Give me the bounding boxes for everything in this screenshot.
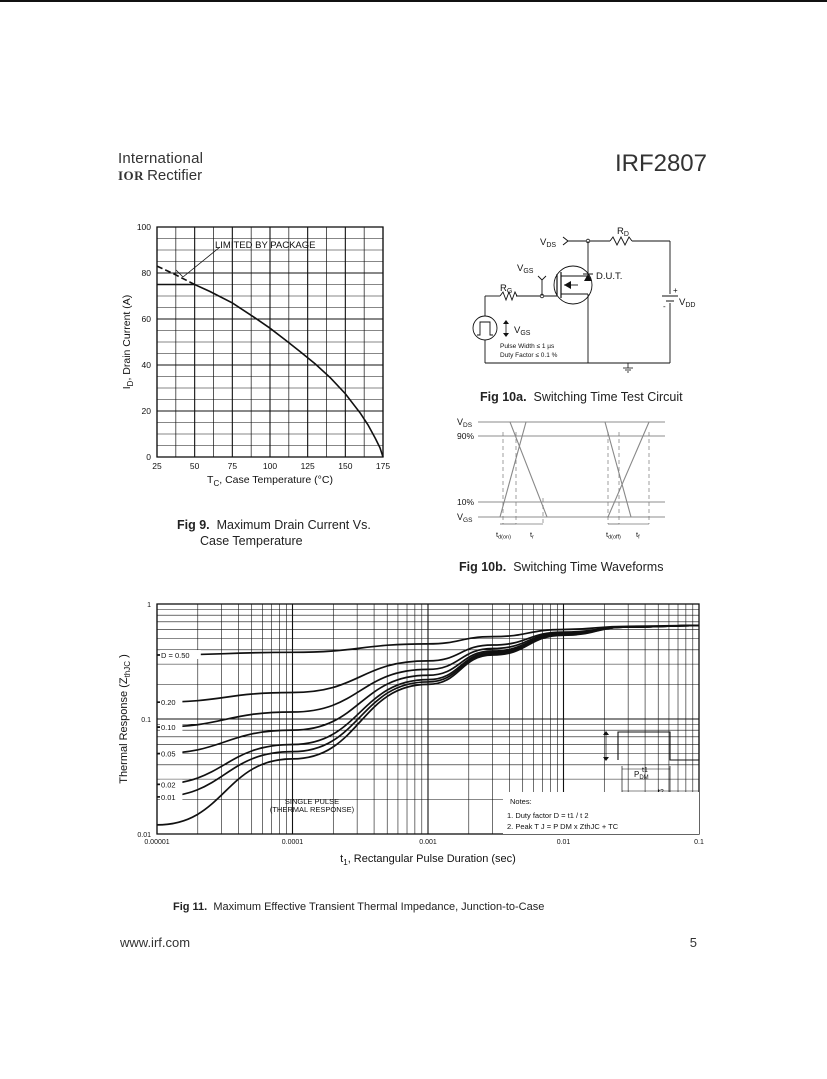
fig9-y-label: $I_D$, Drain Current (A) bbox=[121, 294, 135, 390]
fig10b-vgs-label: $V_{GS}$ bbox=[457, 512, 473, 524]
fig9-x-label: $T_C$, Case Temperature (°C) bbox=[207, 474, 333, 488]
fig10a-rg-resistor bbox=[500, 292, 517, 300]
fig10b-tdoff-label: $t_{d(off)}$ bbox=[606, 530, 621, 541]
fig11-chart bbox=[110, 592, 720, 877]
fig10b-tdon-label: $t_{d(on)}$ bbox=[496, 530, 511, 541]
fig11-x-tick: 0.0001 bbox=[281, 839, 304, 846]
fig9-y-tick: 20 bbox=[141, 406, 151, 416]
fig10b-tr-label: $t_r$ bbox=[530, 530, 534, 541]
fig11-y-tick: 0.1 bbox=[141, 717, 151, 724]
fig9-x-tick: 150 bbox=[338, 461, 353, 471]
fig11-t1-label: t1 bbox=[642, 767, 648, 774]
fig10a-vdd-label: $V_{DD}$ bbox=[679, 297, 696, 309]
fig11-curve-label: 0.02 bbox=[161, 780, 176, 790]
fig10b-waveforms bbox=[450, 412, 680, 552]
fig11-curve-label: 0.10 bbox=[161, 723, 176, 733]
fig11-y-tick: 0.01 bbox=[137, 832, 151, 839]
fig9-x-tick: 75 bbox=[227, 461, 238, 471]
fig11-y-tick: 1 bbox=[147, 602, 151, 609]
fig10a-rd-label: $R_D$ bbox=[617, 226, 629, 238]
fig9-y-tick: 80 bbox=[141, 268, 151, 278]
fig11-pdm-label: $P_{DM}$ bbox=[634, 770, 649, 781]
fig10a-vgs-label: $V_{GS}$ bbox=[517, 263, 534, 275]
fig9-annotation: LIMITED BY PACKAGE bbox=[215, 240, 316, 251]
fig11-note-1: 1. Duty factor D = t1 / t 2 bbox=[507, 811, 589, 820]
fig10a-pulse-width: Pulse Width ≤ 1 µs bbox=[500, 343, 555, 350]
fig11-curve-label: D = 0.50 bbox=[161, 651, 190, 661]
fig11-single-pulse-label-2: (THERMAL RESPONSE) bbox=[269, 805, 355, 814]
fig10b-10-label: 10% bbox=[457, 497, 475, 507]
fig11-pulse-inset bbox=[603, 731, 699, 796]
company-logo bbox=[118, 150, 203, 184]
fig10b-tf-label: $t_f$ bbox=[636, 530, 640, 541]
fig9-y-tick: 40 bbox=[141, 360, 151, 370]
fig9-x-tick: 175 bbox=[375, 461, 391, 471]
fig11-note-2: 2. Peak T J = P DM x ZthJC + TC bbox=[507, 822, 619, 831]
fig11-x-tick: 0.01 bbox=[556, 839, 571, 846]
fig10a-dut-label: D.U.T. bbox=[596, 271, 623, 282]
page-number: 5 bbox=[689, 935, 697, 950]
fig11-caption: Fig 11. Maximum Effective Transient Thermal Impedance, Junction-to-Case bbox=[173, 901, 545, 913]
fig11-x-tick: 0.1 bbox=[694, 839, 704, 846]
logo-mark: IOR bbox=[118, 168, 145, 183]
fig11-curve-label: 0.01 bbox=[161, 792, 176, 802]
fig10b-vds-label: $V_{DS}$ bbox=[457, 417, 473, 429]
fig11-x-label: $t_1$, Rectangular Pulse Duration (sec) bbox=[340, 853, 516, 867]
fig10a-circuit bbox=[460, 222, 710, 377]
fig11-x-tick: 0.00001 bbox=[144, 839, 170, 846]
fig10a-vds-arrow bbox=[563, 237, 568, 245]
fig9-y-tick: 0 bbox=[146, 452, 151, 462]
fig11-y-label: Thermal Response ($Z_{thJC}$ ) bbox=[118, 654, 132, 784]
fig10a-rg-label: $R_G$ bbox=[500, 283, 513, 295]
top-rule bbox=[0, 0, 827, 2]
fig9-x-tick: 25 bbox=[152, 461, 162, 471]
logo-text: Rectifier bbox=[147, 167, 203, 184]
logo-line-2 bbox=[118, 167, 203, 184]
part-number: IRF2807 bbox=[614, 150, 707, 177]
fig9-x-tick: 125 bbox=[300, 461, 315, 471]
fig10a-caption: Fig 10a. Switching Time Test Circuit bbox=[480, 390, 683, 404]
fig9-caption: Fig 9. Maximum Drain Current Vs. bbox=[177, 518, 371, 532]
fig10a-rd-resistor bbox=[610, 237, 632, 245]
fig11-x-tick: 0.001 bbox=[419, 839, 437, 846]
fig10a-pulse-generator bbox=[473, 316, 497, 340]
fig9-x-tick: 50 bbox=[189, 461, 200, 471]
fig10a-vgs-source-label: $V_{GS}$ bbox=[514, 325, 531, 337]
fig11-single-pulse-label: SINGLE PULSE bbox=[284, 797, 340, 806]
fig9-y-tick: 100 bbox=[136, 222, 151, 232]
fig10a-plus: + bbox=[673, 286, 678, 295]
fig10a-minus: - bbox=[663, 302, 666, 311]
fig9-x-tick: 100 bbox=[262, 461, 278, 471]
fig11-curve-label: 0.05 bbox=[161, 749, 176, 759]
logo-line-1: International bbox=[118, 150, 204, 167]
fig9-caption-line2: Case Temperature bbox=[200, 534, 303, 548]
fig10b-caption: Fig 10b. Switching Time Waveforms bbox=[459, 560, 664, 574]
fig9-y-tick: 60 bbox=[141, 314, 151, 324]
fig10a-vds-label: $V_{DS}$ bbox=[540, 237, 557, 249]
fig11-notes-title: Notes: bbox=[510, 797, 532, 806]
fig11-curve-label: 0.20 bbox=[161, 698, 176, 708]
fig10a-duty-factor: Duty Factor ≤ 0.1 % bbox=[500, 352, 558, 359]
footer-url: www.irf.com bbox=[120, 935, 191, 950]
fig9-chart bbox=[110, 215, 410, 495]
fig10b-90-label: 90% bbox=[457, 431, 475, 441]
